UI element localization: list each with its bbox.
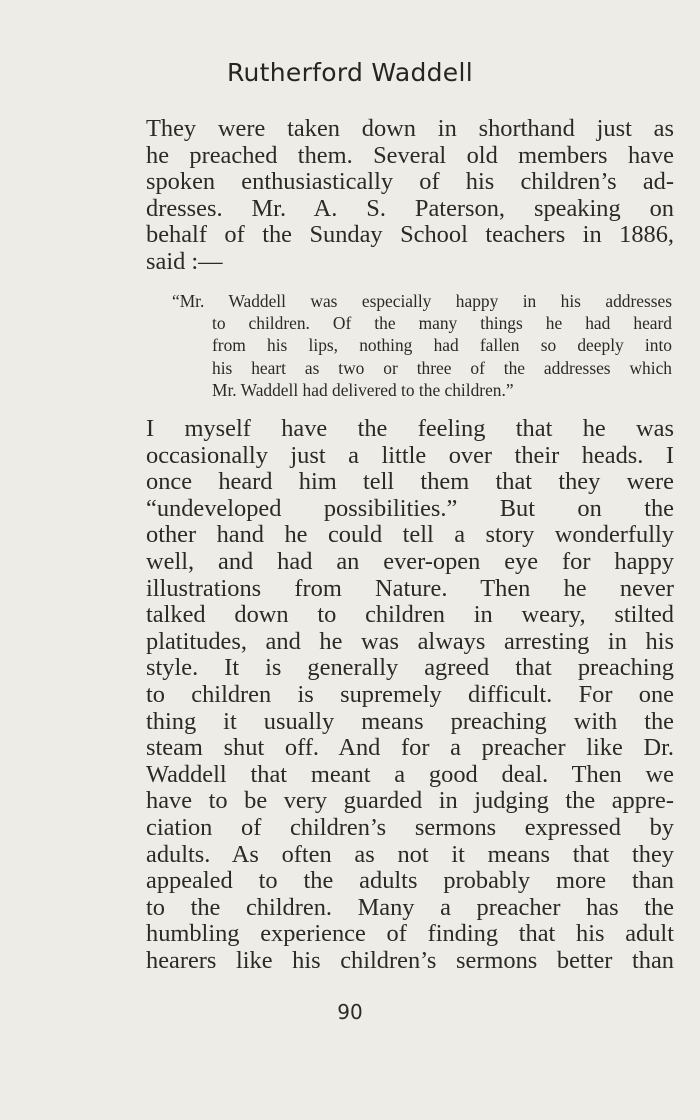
text-line: occasionally just a little over their heads. I: [146, 441, 674, 469]
text-line: spoken enthusiastically of his children’s ad-: [146, 168, 674, 196]
paragraph-1: [146, 116, 674, 276]
quote-line: to children. Of the many things he had heard: [212, 313, 672, 334]
text-line: dresses. Mr. A. S. Paterson, speaking on: [146, 194, 674, 222]
text-line: humbling experience of finding that his adult: [146, 920, 674, 948]
block-quotation: [146, 290, 672, 401]
text-line: ciation of children’s sermons expressed by: [146, 813, 674, 841]
text-line: other hand he could tell a story wonderfully: [146, 521, 674, 549]
text-line: Waddell that meant a good deal. Then we: [146, 760, 674, 788]
quote-line: from his lips, nothing had fallen so deeply into: [212, 335, 672, 356]
text-line: to the children. Many a preacher has the: [146, 893, 674, 921]
quote-line: his heart as two or three of the addresses which: [212, 357, 672, 378]
text-line: They were taken down in shorthand just as: [146, 115, 674, 142]
text-line: thing it usually means preaching with the: [146, 707, 674, 735]
page-number: 90: [337, 1000, 363, 1024]
quote-line: “Mr. Waddell was especially happy in his addresses: [172, 291, 672, 311]
text-line: “undeveloped possibilities.” But on the: [146, 494, 674, 522]
text-line: I myself have the feeling that he was: [146, 415, 674, 442]
text-line: behalf of the Sunday School teachers in 1886,: [146, 221, 674, 249]
text-line: style. It is generally agreed that preaching: [146, 654, 674, 682]
text-line: platitudes, and he was always arresting in his: [146, 627, 674, 655]
running-head: Rutherford Waddell: [226, 58, 473, 87]
paragraph-2: [146, 416, 674, 974]
text-line: have to be very guarded in judging the appre-: [146, 787, 674, 815]
text-line: appealed to the adults probably more than: [146, 867, 674, 895]
text-line: well, and had an ever-open eye for happy: [146, 547, 674, 575]
text-line: illustrations from Nature. Then he never: [146, 574, 674, 602]
text-line: to children is supremely difficult. For one: [146, 680, 674, 708]
text-line: once heard him tell them that they were: [146, 468, 674, 496]
text-line: talked down to children in weary, stilted: [146, 601, 674, 629]
text-line: he preached them. Several old members have: [146, 141, 674, 169]
text-line: steam shut off. And for a preacher like Dr.: [146, 734, 674, 762]
quote-line: Mr. Waddell had delivered to the children.”: [212, 379, 514, 400]
text-line: said :—: [146, 247, 223, 275]
text-line: adults. As often as not it means that they: [146, 840, 674, 868]
text-line: hearers like his children’s sermons better than: [146, 946, 674, 974]
